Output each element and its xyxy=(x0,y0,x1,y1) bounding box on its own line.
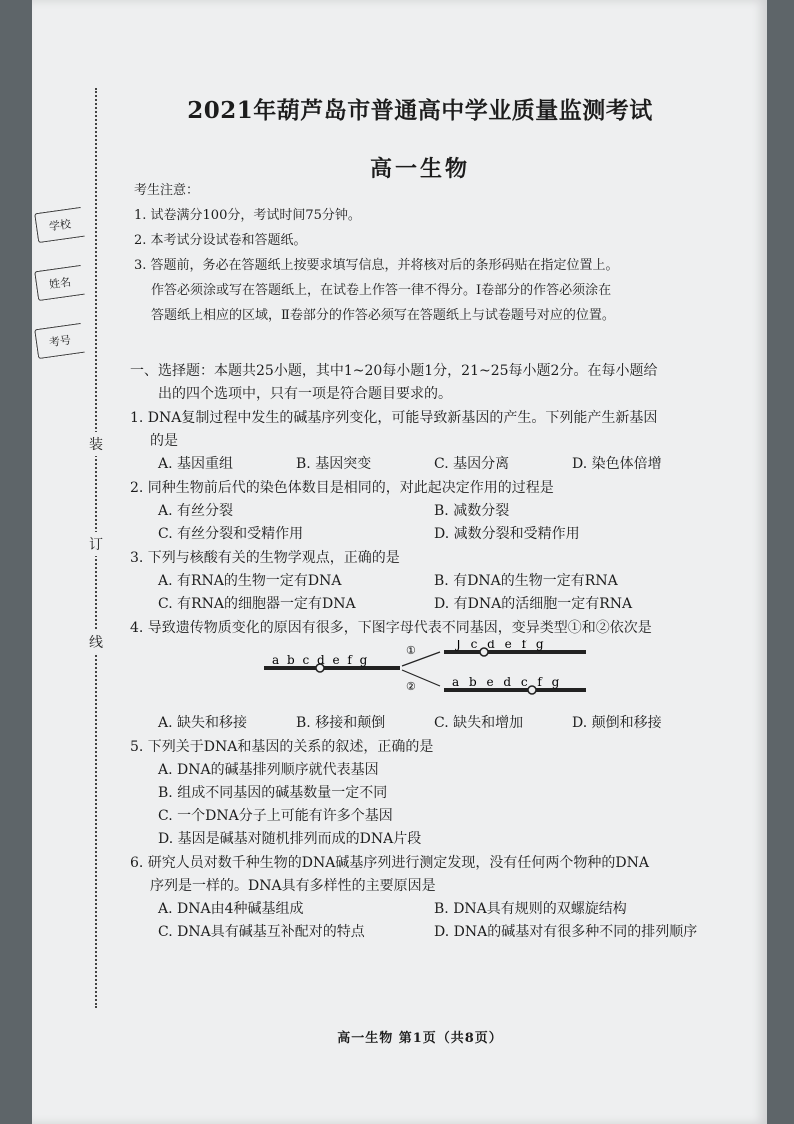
option-a: A. 有丝分裂 xyxy=(158,503,234,519)
option-d: D. 颠倒和移接 xyxy=(572,715,662,731)
question-6-options xyxy=(130,898,730,944)
option-c: C. 缺失和增加 xyxy=(434,715,524,731)
variant-2-label: ② xyxy=(406,680,416,693)
option-b: B. 基因突变 xyxy=(296,456,372,472)
candidate-notice xyxy=(134,178,724,328)
option-a: A. 缺失和移接 xyxy=(158,715,248,731)
question-5-options xyxy=(130,759,730,851)
id-box-number: 考号 xyxy=(34,323,85,359)
option-c: C. 基因分离 xyxy=(434,456,510,472)
option-b: B. 有DNA的生物一定有RNA xyxy=(434,573,618,589)
notice-item-2: 2. 本考试分设试卷和答题纸。 xyxy=(134,233,307,248)
question-1-options xyxy=(130,453,730,476)
question-4-options xyxy=(130,712,730,735)
option-b: B. DNA具有规则的双螺旋结构 xyxy=(434,901,627,917)
question-1-stem-cont: 的是 xyxy=(150,433,178,449)
option-d: D. 有DNA的活细胞一定有RNA xyxy=(434,596,633,612)
exam-title: 2021年葫芦岛市普通高中学业质量监测考试 xyxy=(187,97,653,124)
option-a: A. DNA由4种碱基组成 xyxy=(158,901,304,917)
binding-label-zhuang: 装 xyxy=(82,432,110,456)
chromosome-variation-diagram xyxy=(260,640,590,704)
question-5-stem: 5. 下列关于DNA和基因的关系的叙述，正确的是 xyxy=(130,739,434,755)
id-box-name: 姓名 xyxy=(34,265,85,301)
option-b: B. 组成不同基因的碱基数量一定不同 xyxy=(158,785,388,801)
option-c: C. DNA具有碱基互补配对的特点 xyxy=(158,924,365,940)
section-heading xyxy=(130,360,730,406)
question-4 xyxy=(130,617,730,735)
question-1 xyxy=(130,407,730,476)
original-genes: a b c d e f g xyxy=(272,653,370,667)
question-4-stem: 4. 导致遗传物质变化的原因有很多，下图字母代表不同基因，变异类型①和②依次是 xyxy=(130,620,652,636)
section-heading-line-1: 一、选择题：本题共25小题，其中1~20每小题1分，21~25每小题2分。在每小题给 xyxy=(130,363,658,379)
notice-item-3-cont-2: 答题纸上相应的区域，Ⅱ卷部分的作答必须写在答题纸上与试卷题号对应的位置。 xyxy=(151,308,615,323)
question-area xyxy=(130,360,730,944)
question-6-stem-cont: 序列是一样的。DNA具有多样性的主要原因是 xyxy=(150,878,436,894)
notice-heading: 考生注意： xyxy=(134,183,200,198)
option-a: A. DNA的碱基排列顺序就代表基因 xyxy=(158,762,379,778)
notice-item-3-cont-1: 作答必须涂或写在答题纸上，在试卷上作答一律不得分。Ⅰ卷部分的作答必须涂在 xyxy=(151,283,612,298)
option-c: C. 有RNA的细胞器一定有DNA xyxy=(158,596,356,612)
binding-label-xian: 线 xyxy=(82,630,110,654)
binding-label-ding: 订 xyxy=(82,532,110,556)
question-6 xyxy=(130,852,730,944)
option-d: D. 基因是碱基对随机排列而成的DNA片段 xyxy=(158,831,422,847)
question-3-options xyxy=(130,570,730,616)
question-2-options xyxy=(130,500,730,546)
option-a: A. 有RNA的生物一定有DNA xyxy=(158,573,342,589)
section-heading-line-2: 出的四个选项中，只有一项是符合题目要求的。 xyxy=(158,386,452,402)
question-2-stem: 2. 同种生物前后代的染色体数目是相同的，对此起决定作用的过程是 xyxy=(130,480,554,496)
question-3 xyxy=(130,547,730,616)
question-5 xyxy=(130,736,730,851)
option-b: B. 减数分裂 xyxy=(434,503,510,519)
option-d: D. DNA的碱基对有很多种不同的排列顺序 xyxy=(434,924,698,940)
question-6-stem: 6. 研究人员对数千种生物的DNA碱基序列进行测定发现，没有任何两个物种的DNA xyxy=(130,855,649,871)
notice-item-3: 3. 答题前，务必在答题纸上按要求填写信息，并将核对后的条形码贴在指定位置上。 xyxy=(134,258,619,273)
page-footer: 高一生物 第1页（共8页） xyxy=(337,1031,503,1046)
option-d: D. 减数分裂和受精作用 xyxy=(434,526,580,542)
variant-1-genes: J c d e f g xyxy=(456,640,547,651)
id-box-school: 学校 xyxy=(34,207,85,243)
option-b: B. 移接和颠倒 xyxy=(296,715,386,731)
option-d: D. 染色体倍增 xyxy=(572,456,662,472)
variant-2-genes: a b e d c f g xyxy=(452,675,563,689)
option-c: C. 一个DNA分子上可能有许多个基因 xyxy=(158,808,393,824)
question-3-stem: 3. 下列与核酸有关的生物学观点，正确的是 xyxy=(130,550,400,566)
variant-1-label: ① xyxy=(406,644,416,657)
option-c: C. 有丝分裂和受精作用 xyxy=(158,526,304,542)
option-a: A. 基因重组 xyxy=(158,456,234,472)
notice-item-1: 1. 试卷满分100分，考试时间75分钟。 xyxy=(134,208,361,223)
exam-subtitle: 高一生物 xyxy=(369,156,470,182)
question-1-stem: 1. DNA复制过程中发生的碱基序列变化，可能导致新基因的产生。下列能产生新基因 xyxy=(130,410,658,426)
question-2 xyxy=(130,477,730,546)
